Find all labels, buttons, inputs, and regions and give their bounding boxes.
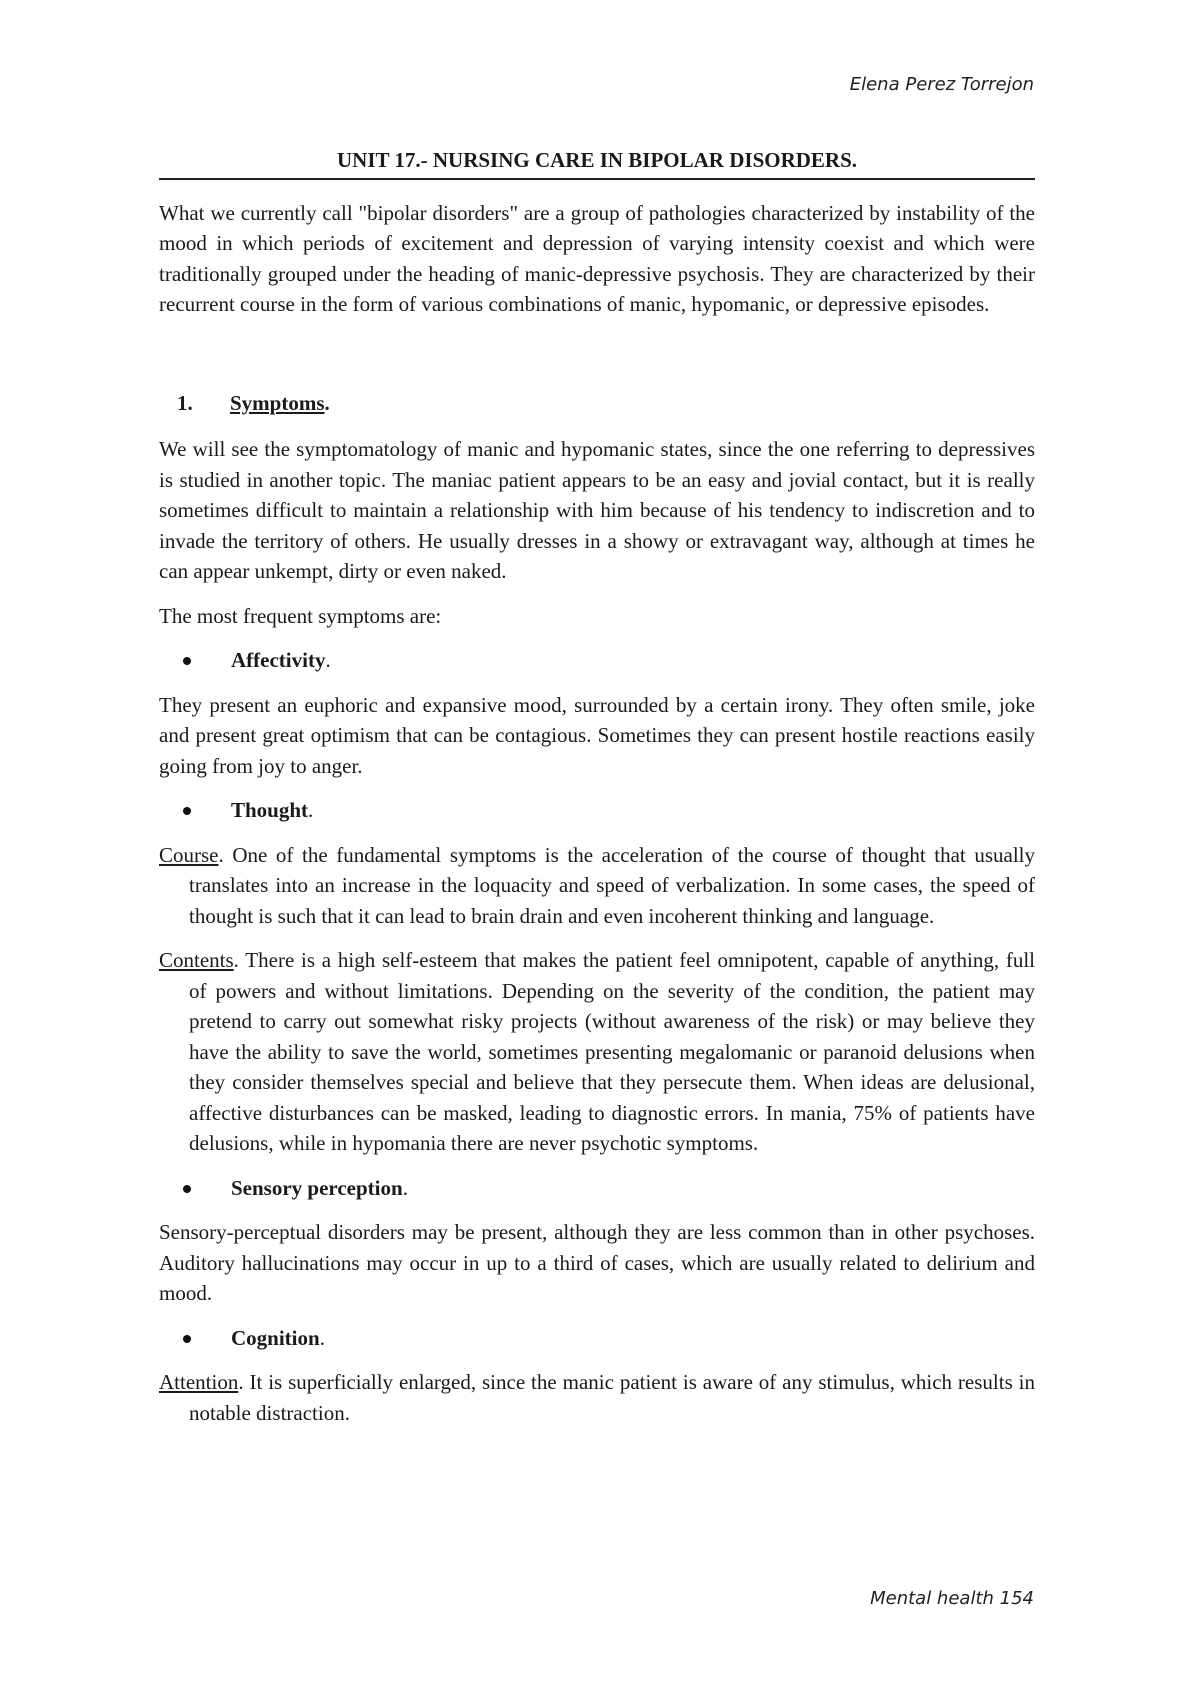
section-label: Symptoms xyxy=(230,390,325,415)
bullet-label: Cognition xyxy=(231,1325,320,1350)
bullet-period: . xyxy=(308,798,314,822)
bullet-dot-icon xyxy=(183,1185,191,1193)
course-text: . One of the fundamental symptoms is the acceleration of the course of thought that usually translates into an increase in the loquacity and speed of verbalization. In some cases, the speed of thought is such that it can lead to brain drain and even incoherent thinking and language. xyxy=(189,842,1035,928)
bullet-period: . xyxy=(402,1175,408,1200)
bullet-affectivity xyxy=(159,645,1035,676)
footer-page-label: Mental health 154 xyxy=(870,1588,1034,1609)
attention-text: . It is superficially enlarged, since the manic patient is aware of any stimulus, which results in notable distraction. xyxy=(189,1370,1035,1425)
header-author: Elena Perez Torrejon xyxy=(849,74,1034,95)
section-number: 1. xyxy=(177,390,193,415)
thought-course-paragraph xyxy=(159,840,1035,932)
bullet-label: Affectivity xyxy=(231,648,326,672)
page-title: UNIT 17.- NURSING CARE IN BIPOLAR DISORDERS. xyxy=(159,145,1035,180)
contents-text: . There is a high self-esteem that makes the patient feel omnipotent, capable of anything, full of powers and without limitations. Depending on the severity of the condition, the patient may pretend to carry out somewhat risky projects (without awareness of the risk) or may believe they have the ability to save the world, sometimes presenting megalomanic or paranoid delusions when they consider themselves special and believe that they persecute them. When ideas are delusional, affective disturbances can be masked, leading to diagnostic errors. In mania, 75% of patients have delusions, while in hypomania there are never psychotic symptoms. xyxy=(189,948,1035,1155)
bullet-label: Sensory perception xyxy=(231,1175,403,1200)
bullet-dot-icon xyxy=(183,657,191,665)
bullet-dot-icon xyxy=(183,807,191,815)
attention-term: Attention xyxy=(159,1370,239,1394)
intro-paragraph: What we currently call "bipolar disorders" are a group of pathologies characterized by instability of the mood in which periods of excitement and depression of varying intensity coexist and which were traditionally grouped under the heading of manic-depressive psychosis. They are characterized by their recurrent course in the form of various combinations of manic, hypomanic, or depressive episodes. xyxy=(159,200,1035,316)
course-term: Course xyxy=(159,842,219,867)
contents-term: Contents xyxy=(159,948,234,972)
bullet-thought xyxy=(159,795,1035,826)
bullet-period: . xyxy=(319,1325,325,1350)
bullet-dot-icon xyxy=(183,1335,191,1343)
thought-contents-paragraph xyxy=(159,945,1035,1159)
bullet-period: . xyxy=(325,648,331,672)
affectivity-paragraph: They present an euphoric and expansive mood, surrounded by a certain irony. They often smile, joke and present great optimism that can be contagious. Sometimes they can present hostile reactions easily going from joy to anger. xyxy=(159,692,1035,778)
section-heading-symptoms xyxy=(177,388,1035,419)
symptoms-paragraph: We will see the symptomatology of manic and hypomanic states, since the one referring to depressives is studied in another topic. The maniac patient appears to be an easy and jovial contact, but it is really sometimes difficult to maintain a relationship with him because of his tendency to indiscretion and to invade the territory of others. He usually dresses in a showy or extravagant way, although at times he can appear unkempt, dirty or even naked. xyxy=(159,437,1035,583)
page-content xyxy=(159,145,1035,1428)
cognition-attention-paragraph xyxy=(159,1367,1035,1428)
section-period: . xyxy=(324,390,330,415)
bullet-sensory-perception xyxy=(159,1173,1035,1204)
bullet-label: Thought xyxy=(231,798,309,822)
sensory-paragraph: Sensory-perceptual disorders may be present, although they are less common than in other psychoses. Auditory hallucinations may occur in up to a third of cases, which are usually related to delirium and mood. xyxy=(159,1220,1035,1305)
symptoms-list-intro: The most frequent symptoms are: xyxy=(159,603,442,628)
bullet-cognition xyxy=(159,1323,1035,1354)
